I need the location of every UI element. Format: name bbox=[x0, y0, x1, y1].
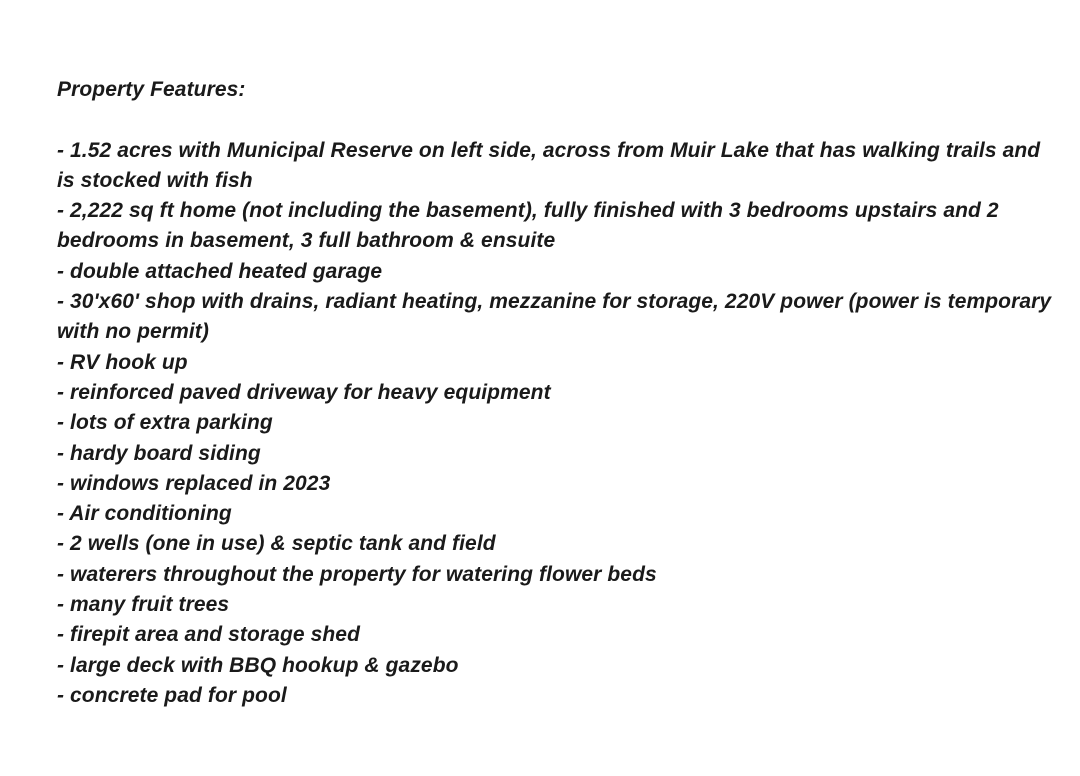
feature-list bbox=[57, 136, 1057, 712]
feature-item: - concrete pad for pool bbox=[57, 683, 287, 707]
document-heading: Property Features: bbox=[57, 78, 246, 101]
feature-item: - large deck with BBQ hookup & gazebo bbox=[57, 653, 459, 677]
feature-item: - Air conditioning bbox=[57, 502, 232, 526]
blank-line bbox=[57, 105, 1057, 135]
feature-item: - 1.52 acres with Municipal Reserve on left side, across from Muir Lake that has walking trails and is stocked with fish bbox=[57, 138, 1041, 192]
feature-item: - RV hook up bbox=[57, 350, 188, 374]
feature-item: - windows replaced in 2023 bbox=[57, 471, 331, 495]
feature-item: - lots of extra parking bbox=[57, 411, 273, 435]
feature-item: - 30'x60' shop with drains, radiant heating, mezzanine for storage, 220V power (power is temporary with no permit) bbox=[57, 290, 1052, 344]
feature-item: - double attached heated garage bbox=[57, 259, 383, 283]
feature-item: - 2,222 sq ft home (not including the basement), fully finished with 3 bedrooms upstairs and 2 bedrooms in basement, 3 full bathroom & ensuite bbox=[57, 199, 999, 253]
property-features-document bbox=[57, 75, 1057, 711]
feature-item: - reinforced paved driveway for heavy equipment bbox=[57, 380, 551, 404]
feature-item: - 2 wells (one in use) & septic tank and field bbox=[57, 532, 496, 556]
feature-item: - many fruit trees bbox=[57, 593, 230, 617]
feature-item: - firepit area and storage shed bbox=[57, 623, 361, 647]
feature-item: - hardy board siding bbox=[57, 441, 261, 465]
feature-item: - waterers throughout the property for watering flower beds bbox=[57, 562, 657, 586]
